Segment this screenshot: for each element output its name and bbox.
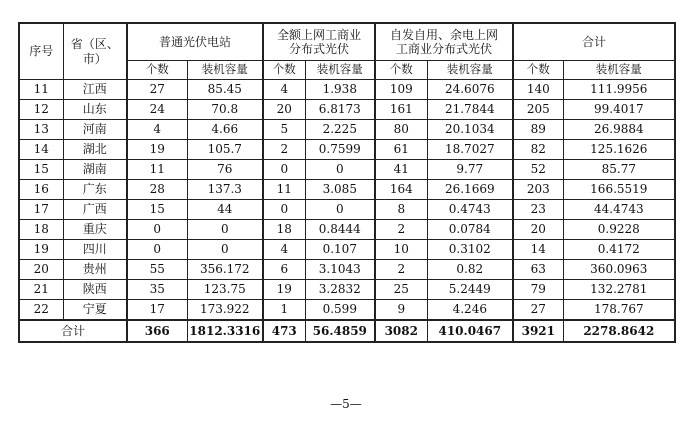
row-count-full-grid: 20 [263, 100, 305, 120]
header-capacity: 装机容量 [187, 61, 263, 80]
row-capacity-total: 125.1626 [563, 140, 675, 160]
row-capacity-ordinary: 0 [187, 220, 263, 240]
row-count-self-use: 61 [375, 140, 427, 160]
row-count-total: 79 [513, 280, 563, 300]
row-capacity-ordinary: 137.3 [187, 180, 263, 200]
total-count-self-use: 3082 [375, 320, 427, 342]
row-count-self-use: 161 [375, 100, 427, 120]
row-count-total: 20 [513, 220, 563, 240]
row-count-ordinary: 19 [127, 140, 187, 160]
row-capacity-ordinary: 85.45 [187, 80, 263, 100]
row-count-ordinary: 0 [127, 240, 187, 260]
row-seq: 21 [19, 280, 63, 300]
row-count-total: 14 [513, 240, 563, 260]
table-row [19, 240, 675, 260]
row-count-total: 205 [513, 100, 563, 120]
row-capacity-full-grid: 0 [305, 160, 375, 180]
table-row [19, 160, 675, 180]
row-capacity-self-use: 21.7844 [427, 100, 513, 120]
row-capacity-full-grid: 0.107 [305, 240, 375, 260]
row-province: 重庆 [63, 220, 127, 240]
row-count-full-grid: 0 [263, 200, 305, 220]
row-province: 江西 [63, 80, 127, 100]
row-count-full-grid: 4 [263, 240, 305, 260]
header-seq: 序号 [19, 23, 63, 80]
row-count-full-grid: 6 [263, 260, 305, 280]
row-capacity-self-use: 0.82 [427, 260, 513, 280]
row-count-ordinary: 55 [127, 260, 187, 280]
row-capacity-total: 85.77 [563, 160, 675, 180]
row-capacity-full-grid: 3.2832 [305, 280, 375, 300]
row-seq: 19 [19, 240, 63, 260]
row-count-ordinary: 15 [127, 200, 187, 220]
header-count: 个数 [375, 61, 427, 80]
header-province: 省（区、 市） [63, 23, 127, 80]
row-capacity-full-grid: 6.8173 [305, 100, 375, 120]
photovoltaic-capacity-table [18, 22, 676, 343]
row-seq: 22 [19, 300, 63, 321]
row-count-full-grid: 4 [263, 80, 305, 100]
row-seq: 13 [19, 120, 63, 140]
row-province: 湖南 [63, 160, 127, 180]
total-capacity-ordinary: 1812.3316 [187, 320, 263, 342]
row-count-ordinary: 24 [127, 100, 187, 120]
row-count-full-grid: 1 [263, 300, 305, 321]
total-label: 合计 [19, 320, 127, 342]
row-count-ordinary: 35 [127, 280, 187, 300]
row-count-ordinary: 11 [127, 160, 187, 180]
row-seq: 18 [19, 220, 63, 240]
header-group-total: 合计 [513, 23, 675, 61]
row-count-full-grid: 0 [263, 160, 305, 180]
row-capacity-ordinary: 105.7 [187, 140, 263, 160]
header-count: 个数 [263, 61, 305, 80]
row-capacity-total: 44.4743 [563, 200, 675, 220]
row-province: 广西 [63, 200, 127, 220]
row-seq: 20 [19, 260, 63, 280]
row-capacity-total: 0.4172 [563, 240, 675, 260]
table-row [19, 280, 675, 300]
row-capacity-total: 111.9956 [563, 80, 675, 100]
row-count-total: 23 [513, 200, 563, 220]
row-capacity-ordinary: 70.8 [187, 100, 263, 120]
row-capacity-full-grid: 3.1043 [305, 260, 375, 280]
row-capacity-self-use: 5.2449 [427, 280, 513, 300]
total-count-all: 3921 [513, 320, 563, 342]
row-capacity-self-use: 0.3102 [427, 240, 513, 260]
row-count-total: 27 [513, 300, 563, 321]
row-province: 湖北 [63, 140, 127, 160]
row-province: 河南 [63, 120, 127, 140]
total-capacity-all: 2278.8642 [563, 320, 675, 342]
header-group-self-use-distributed: 自发自用、余电上网 工商业分布式光伏 [375, 23, 513, 61]
row-count-self-use: 2 [375, 260, 427, 280]
table-row [19, 300, 675, 321]
row-capacity-self-use: 9.77 [427, 160, 513, 180]
row-capacity-total: 132.2781 [563, 280, 675, 300]
row-seq: 14 [19, 140, 63, 160]
row-count-self-use: 109 [375, 80, 427, 100]
row-capacity-full-grid: 0.599 [305, 300, 375, 321]
row-count-self-use: 41 [375, 160, 427, 180]
row-capacity-self-use: 4.246 [427, 300, 513, 321]
row-count-full-grid: 5 [263, 120, 305, 140]
row-count-self-use: 164 [375, 180, 427, 200]
table-row [19, 180, 675, 200]
row-count-total: 89 [513, 120, 563, 140]
row-count-full-grid: 11 [263, 180, 305, 200]
table-row [19, 260, 675, 280]
header-group-ordinary-station: 普通光伏电站 [127, 23, 263, 61]
row-province: 贵州 [63, 260, 127, 280]
total-capacity-self-use: 410.0467 [427, 320, 513, 342]
row-capacity-self-use: 24.6076 [427, 80, 513, 100]
row-seq: 15 [19, 160, 63, 180]
row-capacity-ordinary: 76 [187, 160, 263, 180]
row-capacity-ordinary: 123.75 [187, 280, 263, 300]
row-capacity-ordinary: 4.66 [187, 120, 263, 140]
table-row [19, 200, 675, 220]
row-seq: 12 [19, 100, 63, 120]
row-seq: 16 [19, 180, 63, 200]
header-capacity: 装机容量 [305, 61, 375, 80]
row-capacity-ordinary: 356.172 [187, 260, 263, 280]
row-count-ordinary: 0 [127, 220, 187, 240]
row-count-full-grid: 19 [263, 280, 305, 300]
total-row [19, 320, 675, 342]
total-capacity-full-grid: 56.4859 [305, 320, 375, 342]
row-count-self-use: 25 [375, 280, 427, 300]
row-province: 宁夏 [63, 300, 127, 321]
row-count-ordinary: 27 [127, 80, 187, 100]
row-count-total: 203 [513, 180, 563, 200]
row-province: 广东 [63, 180, 127, 200]
header-group-full-grid-distributed: 全额上网工商业 分布式光伏 [263, 23, 375, 61]
row-seq: 11 [19, 80, 63, 100]
row-capacity-full-grid: 0.7599 [305, 140, 375, 160]
row-capacity-full-grid: 2.225 [305, 120, 375, 140]
row-capacity-ordinary: 173.922 [187, 300, 263, 321]
table-row [19, 140, 675, 160]
total-count-ordinary: 366 [127, 320, 187, 342]
row-capacity-ordinary: 44 [187, 200, 263, 220]
header-capacity: 装机容量 [563, 61, 675, 80]
row-capacity-total: 26.9884 [563, 120, 675, 140]
table-row [19, 100, 675, 120]
row-province: 四川 [63, 240, 127, 260]
row-count-self-use: 9 [375, 300, 427, 321]
row-capacity-full-grid: 0 [305, 200, 375, 220]
row-capacity-ordinary: 0 [187, 240, 263, 260]
row-count-total: 52 [513, 160, 563, 180]
total-count-full-grid: 473 [263, 320, 305, 342]
row-province: 山东 [63, 100, 127, 120]
row-seq: 17 [19, 200, 63, 220]
row-capacity-full-grid: 1.938 [305, 80, 375, 100]
row-capacity-total: 178.767 [563, 300, 675, 321]
row-capacity-total: 166.5519 [563, 180, 675, 200]
row-count-self-use: 2 [375, 220, 427, 240]
row-province: 陕西 [63, 280, 127, 300]
row-capacity-self-use: 20.1034 [427, 120, 513, 140]
header-count: 个数 [127, 61, 187, 80]
row-capacity-full-grid: 0.8444 [305, 220, 375, 240]
row-count-ordinary: 28 [127, 180, 187, 200]
row-count-ordinary: 4 [127, 120, 187, 140]
row-capacity-total: 0.9228 [563, 220, 675, 240]
row-count-total: 63 [513, 260, 563, 280]
table-row [19, 120, 675, 140]
row-count-full-grid: 2 [263, 140, 305, 160]
page-number: —5— [330, 397, 362, 411]
row-count-total: 140 [513, 80, 563, 100]
table-body [19, 80, 675, 321]
header-count: 个数 [513, 61, 563, 80]
row-capacity-self-use: 26.1669 [427, 180, 513, 200]
row-capacity-full-grid: 3.085 [305, 180, 375, 200]
row-count-self-use: 10 [375, 240, 427, 260]
table-row [19, 80, 675, 100]
row-capacity-self-use: 18.7027 [427, 140, 513, 160]
row-count-full-grid: 18 [263, 220, 305, 240]
row-count-total: 82 [513, 140, 563, 160]
row-count-self-use: 80 [375, 120, 427, 140]
row-capacity-total: 360.0963 [563, 260, 675, 280]
row-capacity-self-use: 0.0784 [427, 220, 513, 240]
row-capacity-total: 99.4017 [563, 100, 675, 120]
row-count-ordinary: 17 [127, 300, 187, 321]
header-capacity: 装机容量 [427, 61, 513, 80]
row-count-self-use: 8 [375, 200, 427, 220]
row-capacity-self-use: 0.4743 [427, 200, 513, 220]
table-row [19, 220, 675, 240]
